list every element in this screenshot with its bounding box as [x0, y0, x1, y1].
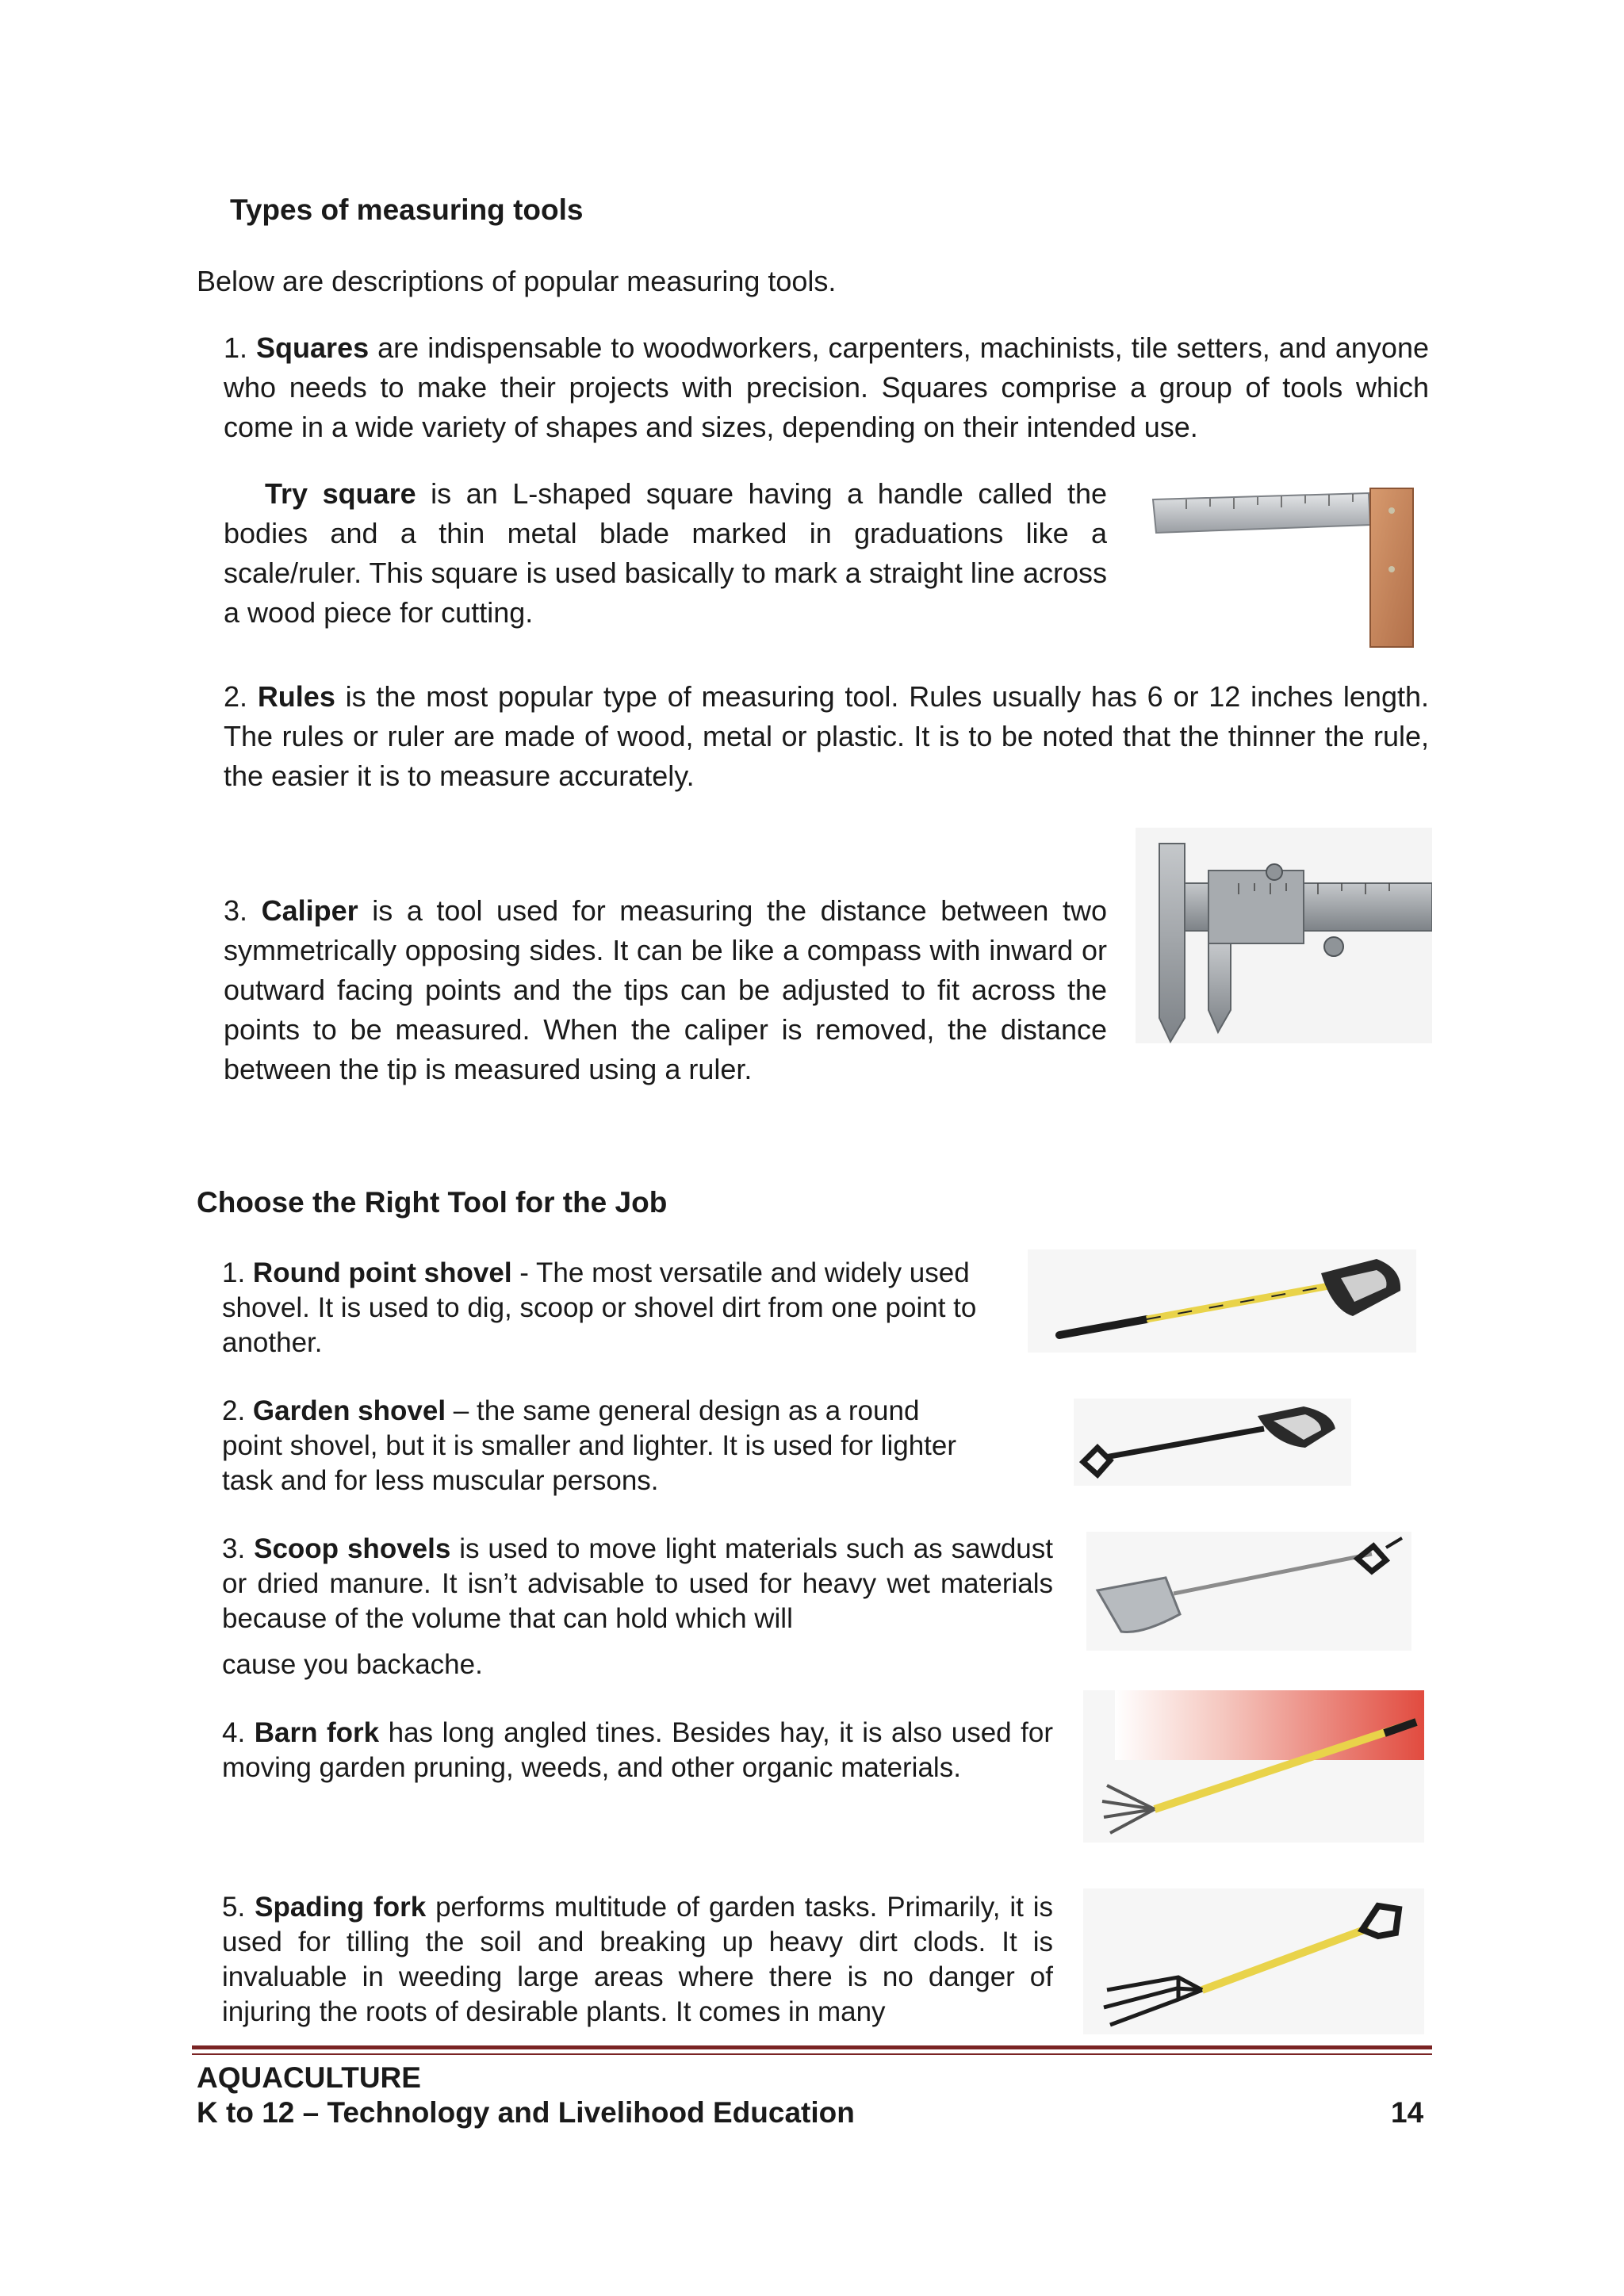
scoop-shovel-image — [1086, 1532, 1411, 1651]
section-heading-measuring-tools: Types of measuring tools — [230, 193, 584, 226]
garden-shovel-image — [1074, 1399, 1351, 1486]
desc-caliper: is a tool used for measuring the distance between two symmetrically opposing sides. It can be like a compass with inward or outward facing points and the tips can be adjusted to fit across the points to be measured. When the caliper is removed, the distance between the tip is measured using a ruler. — [224, 894, 1107, 1085]
round-point-shovel-image — [1028, 1249, 1416, 1353]
desc-squares: are indispensable to woodworkers, carpenters, machinists, tile setters, and anyone who needs to make their projects with precision. Squares comprise a group of tools which come in a wide variety of shapes and sizes, depending on their intended use. — [224, 331, 1429, 443]
desc-barn-fork: has long angled tines. Besides hay, it is also used for moving garden pruning, weeds, and other organic materials. — [222, 1717, 1053, 1783]
tool-scoop-shovels-cont: cause you backache. — [222, 1649, 483, 1680]
item-number: 3. — [222, 1533, 255, 1564]
footer-program: K to 12 – Technology and Livelihood Education — [197, 2096, 855, 2129]
tool-spading-fork — [222, 1890, 1053, 2030]
item-number: 3. — [224, 894, 262, 927]
term-squares: Squares — [256, 331, 370, 364]
footer-subject: AQUACULTURE — [197, 2061, 421, 2094]
page-number: 14 — [1391, 2096, 1424, 2129]
term-caliper: Caliper — [261, 894, 358, 927]
item-number: 2. — [224, 680, 258, 713]
item-caliper — [224, 891, 1107, 1089]
term-garden-shovel: Garden shovel — [252, 1395, 446, 1426]
item-rules — [224, 677, 1429, 796]
term-rules: Rules — [257, 680, 335, 713]
tool-round-point-shovel — [222, 1256, 983, 1360]
item-try-square — [224, 474, 1107, 633]
item-number: 1. — [224, 331, 257, 364]
term-round-point-shovel: Round point shovel — [252, 1257, 512, 1288]
desc-scoop-shovels: is used to move light materials such as sawdust or dried manure. It isn’t advisable to used for heavy wet materials because of the volume that can hold which will — [222, 1533, 1053, 1634]
item-number: 5. — [222, 1892, 255, 1923]
desc-rules: is the most popular type of measuring tool. Rules usually has 6 or 12 inches length. The rules or ruler are made of wood, metal or plastic. It is to be noted that the thinner the rule, the easier it is to measure accurately. — [224, 680, 1429, 792]
spading-fork-image — [1083, 1888, 1424, 2034]
tool-barn-fork — [222, 1716, 1053, 1785]
term-spading-fork: Spading fork — [255, 1892, 427, 1923]
item-number: 2. — [222, 1395, 253, 1426]
footer-rule — [192, 2045, 1432, 2049]
desc-spading-fork: performs multitude of garden tasks. Primarily, it is used for tilling the soil and breaking up heavy dirt clods. It is invaluable in weeding large areas where there is no danger of injuring the roots of desirable plants. It comes in many — [222, 1892, 1053, 2027]
item-number: 4. — [222, 1717, 255, 1748]
section-heading-right-tool: Choose the Right Tool for the Job — [197, 1186, 668, 1219]
desc-try-square: is an L-shaped square having a handle called the bodies and a thin metal blade marked in graduations like a scale/ruler. This square is used basically to mark a straight line across a wood piece for cutting. — [224, 477, 1107, 629]
desc-round-point-shovel: - The most versatile and widely used shovel. It is used to dig, scoop or shovel dirt from one point to another. — [222, 1257, 977, 1358]
desc-garden-shovel: – the same general design as a round point shovel, but it is smaller and lighter. It is used for lighter task and for less muscular persons. — [222, 1395, 957, 1496]
term-try-square: Try square — [265, 477, 416, 510]
term-barn-fork: Barn fork — [254, 1717, 380, 1748]
item-squares — [224, 328, 1429, 447]
intro-text: Below are descriptions of popular measuring tools. — [197, 265, 837, 297]
term-scoop-shovels: Scoop shovels — [254, 1533, 451, 1564]
item-number: 1. — [222, 1257, 253, 1288]
tool-scoop-shovels — [222, 1532, 1053, 1636]
footer-rule-thin — [192, 2053, 1432, 2055]
caliper-image — [1136, 828, 1432, 1043]
tool-garden-shovel — [222, 1394, 983, 1498]
try-square-image — [1139, 474, 1432, 649]
barn-fork-image — [1083, 1690, 1424, 1843]
